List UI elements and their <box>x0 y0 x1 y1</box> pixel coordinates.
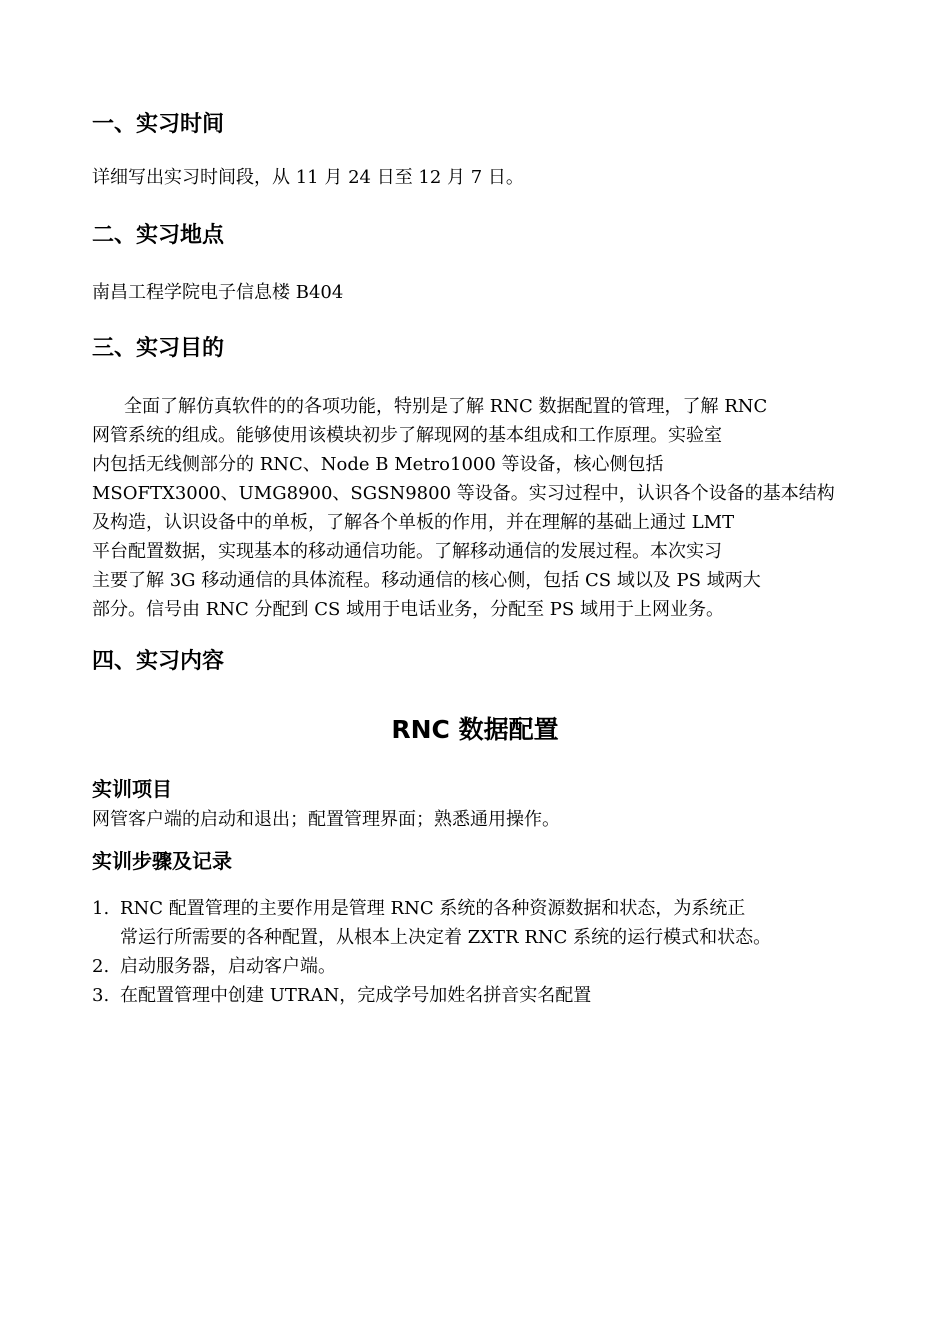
purpose-line: 及构造，认识设备中的单板，了解各个单板的作用，并在理解的基础上通过 LMT <box>92 512 735 533</box>
rnc-title: RNC 数据配置 <box>391 715 559 744</box>
section-heading-place: 二、实习地点 <box>92 223 225 248</box>
step-text: 在配置管理中创建 UTRAN，完成学号加姓名拼音实名配置 <box>120 985 592 1006</box>
list-item <box>92 981 892 1010</box>
section-heading-content: 四、实习内容 <box>92 649 225 674</box>
step-number: 3. <box>92 985 110 1006</box>
purpose-line: 部分。信号由 RNC 分配到 CS 域用于电话业务，分配至 PS 域用于上网业务。 <box>92 599 724 620</box>
list-item <box>92 894 892 952</box>
list-item <box>92 952 892 981</box>
step-text: 常运行所需要的各种配置，从根本上决定着 ZXTR RNC 系统的运行模式和状态。 <box>120 927 772 948</box>
project-heading: 实训项目 <box>92 777 172 801</box>
step-text: RNC 配置管理的主要作用是管理 RNC 系统的各种资源数据和状态，为系统正 <box>120 898 746 919</box>
purpose-line: 网管系统的组成。能够使用该模块初步了解现网的基本组成和工作原理。实验室 <box>92 425 722 446</box>
step-number: 1. <box>92 898 110 919</box>
purpose-paragraph <box>92 392 864 624</box>
purpose-line: 内包括无线侧部分的 RNC、Node B Metro1000 等设备，核心侧包括 <box>92 454 664 475</box>
time-text: 详细写出实习时间段，从 11 月 24 日至 12 月 7 日。 <box>92 167 524 188</box>
section-heading-purpose: 三、实习目的 <box>92 336 225 361</box>
purpose-line: MSOFTX3000、UMG8900、SGSN9800 等设备。实习过程中，认识各个设备的基本结构 <box>92 483 835 504</box>
section-heading-time: 一、实习时间 <box>92 112 225 137</box>
steps-heading: 实训步骤及记录 <box>92 849 232 873</box>
step-text: 启动服务器，启动客户端。 <box>120 956 336 977</box>
place-text: 南昌工程学院电子信息楼 B404 <box>92 282 344 303</box>
steps-list <box>92 894 892 1010</box>
project-text: 网管客户端的启动和退出；配置管理界面；熟悉通用操作。 <box>92 809 560 830</box>
purpose-line: 平台配置数据，实现基本的移动通信功能。了解移动通信的发展过程。本次实习 <box>92 541 722 562</box>
purpose-line: 全面了解仿真软件的的各项功能，特别是了解 RNC 数据配置的管理，了解 RNC <box>124 396 768 417</box>
step-number: 2. <box>92 956 110 977</box>
purpose-line: 主要了解 3G 移动通信的具体流程。移动通信的核心侧，包括 CS 域以及 PS 域两大 <box>92 570 761 591</box>
